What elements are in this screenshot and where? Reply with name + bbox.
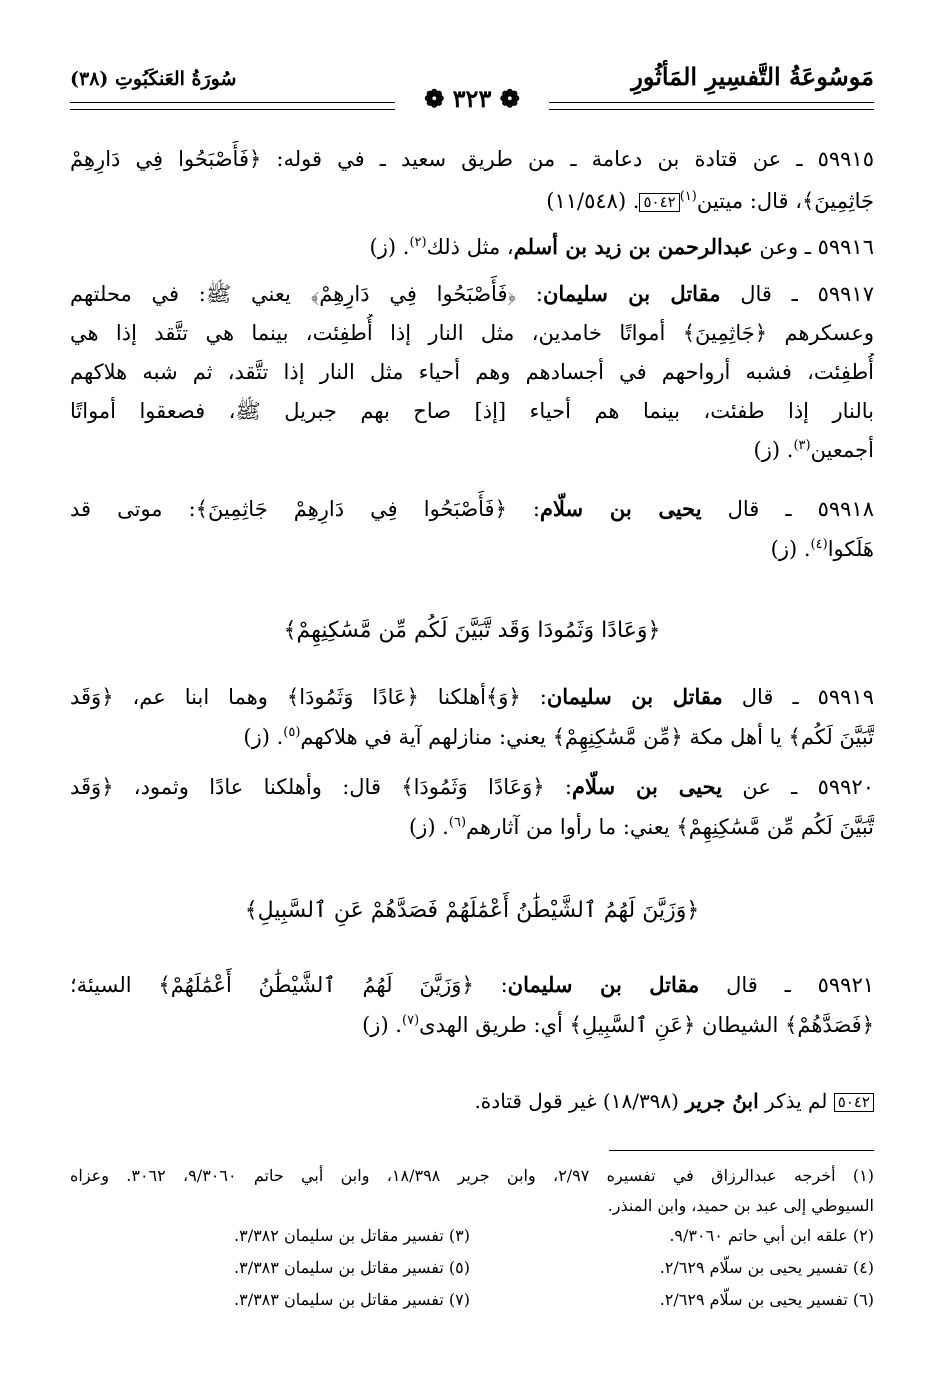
text-run: . (ز) — [770, 537, 811, 561]
text-line — [70, 182, 874, 220]
text-line: ٥٩٩١٥ ـ عن قتادة بن دعامة ـ من طريق سعيد ـ في قوله: ﴿فَأَصْبَحُوا فِي دَارِهِمْ — [70, 147, 874, 171]
text-line — [70, 431, 874, 469]
text-run: ٥٩٩٢١ ـ قال — [699, 973, 874, 997]
narrator-name: مقاتل بن سليمان — [546, 684, 723, 709]
footnote-1: (١) أخرجه عبدالرزاق في تفسيره ٢/٩٧، وابن جرير ١٨/٣٩٨، وابن أبي حاتم ٩/٣٠٦٠، ٣٠٦٢. وعزاه — [70, 1166, 874, 1185]
note-box: ٥٠٤٢ — [834, 1093, 874, 1112]
text-line — [70, 490, 874, 528]
text-line: أُطفِئت، فشبه أرواحهم في أجسادهم وهم أحياء مثل النار إذا تتَّقد، ثم شبه هلاكهم — [70, 360, 874, 384]
text-run: . (ز) — [362, 1013, 402, 1037]
note-ref-box[interactable]: ٥٠٤٢ — [639, 193, 679, 212]
footnote-4: (٤) تفسير يحيى بن سلّام ٢/٦٢٩. — [659, 1258, 874, 1277]
text-line — [70, 808, 874, 846]
text-run: : ﴿فَأَصْبَحُوا فِي دَارِهِمْ جَاثِمِينَ﴾: موتى قد — [70, 497, 541, 521]
footnote-ref[interactable]: (٦) — [448, 815, 467, 830]
footnote-ref[interactable]: (٣) — [793, 438, 811, 453]
text-run: . (ز) — [243, 725, 284, 749]
footnote-ref[interactable]: (٤) — [810, 537, 828, 552]
text-line — [70, 530, 874, 568]
footnote-ref[interactable]: (١) — [679, 189, 697, 204]
book-title: مَوسُوعَةُ التَّفسِيرِ المَأثُورِ — [631, 62, 874, 91]
text-run: ٥٩٩١٨ ـ قال — [701, 497, 874, 521]
footnote-ref[interactable]: (٧) — [402, 1013, 420, 1028]
footnote-5: (٥) تفسير مقاتل بن سليمان ٣/٣٨٣. — [234, 1258, 470, 1277]
text-run: ﴿فَصَدَّهُمْ﴾ الشيطان ﴿عَنِ ٱلسَّبِيلِ﴾ أي: طريق الهدى — [419, 1013, 874, 1037]
text-run: . (ز) — [753, 438, 794, 462]
text-run: : ﴿وَعَادًا وَثَمُودَا﴾ قال: وأهلكنا عادًا وثمود، ﴿وَقَد — [70, 775, 572, 799]
text-line — [70, 768, 874, 806]
text-line — [70, 678, 874, 716]
text-run: ، مثل ذلك — [426, 235, 514, 259]
text-run: لم يذكر — [758, 1089, 834, 1113]
footnote-ref[interactable]: (٢) — [409, 235, 427, 250]
text-line — [70, 228, 874, 266]
text-run: تَّبَيَّنَ لَكُم مِّن مَّسَٰكِنِهِمْ﴾ يعني: ما رأوا من آثارهم — [466, 815, 874, 839]
editorial-note — [70, 1082, 874, 1120]
text-run: . (ز) — [408, 815, 449, 839]
header-rule-left — [70, 102, 395, 110]
footnote-1-cont: السيوطي إلى عبد بن حميد، وابن المنذر. — [607, 1196, 874, 1215]
header-rule-right — [549, 102, 874, 110]
footnote-7: (٧) تفسير مقاتل بن سليمان ٣/٣٨٣. — [234, 1290, 470, 1309]
narrator-name: عبدالرحمن بن زيد بن أسلم — [513, 234, 753, 259]
text-run: (١٨/٣٩٨) غير قول قتادة. — [474, 1089, 686, 1113]
text-line — [70, 718, 874, 756]
text-run: : ﴿فَأَصْبَحُوا فِي دَارِهِمْ﴾ يعني ﷺ: في محلتهم — [70, 282, 543, 306]
text-run: ٥٩٩١٩ ـ قال — [722, 685, 874, 709]
narrator-name: مقاتل بن سليمان — [542, 281, 721, 306]
footnote-ref[interactable]: (٥) — [283, 725, 301, 740]
surah-name: سُورَةُ العَنكَبُوتِ (٣٨) — [70, 68, 237, 90]
text-run: : ﴿وَ﴾أهلكنا ﴿عَادًا وَثَمُودَا﴾ وهما ابنا عم، ﴿وَقَد — [70, 685, 547, 709]
narrator-name: مقاتل بن سليمان — [507, 972, 700, 997]
text-run: . (ز) — [369, 235, 410, 259]
running-header — [70, 62, 874, 112]
text-run: ٥٩٩١٦ ـ وعن — [752, 235, 874, 259]
footnote-3: (٣) تفسير مقاتل بن سليمان ٣/٣٨٢. — [234, 1226, 470, 1245]
verse-heading: ﴿وَعَادًا وَثَمُودَا وَقَد تَّبَيَّنَ لَكُم مِّن مَّسَٰكِنِهِمْ﴾ — [283, 618, 661, 643]
text-line: وعسكرهم ﴿جَاثِمِينَ﴾ أمواتًا خامدين، مثل النار إذا أُطفِئت، بينما هي تتَّقد إذا هي — [70, 321, 874, 345]
verse-heading: ﴿وَزَيَّنَ لَهُمُ ٱلشَّيْطَٰنُ أَعْمَٰلَهُمْ فَصَدَّهُمْ عَنِ ٱلسَّبِيلِ﴾ — [244, 898, 700, 923]
footnote-separator — [609, 1150, 874, 1151]
text-run: جَاثِمِينَ﴾، قال: ميتين — [696, 189, 874, 213]
text-run: ٥٩٩٢٠ ـ عن — [722, 775, 874, 799]
text-line: بالنار إذا طفئت، بينما هم أحياء [إذ] صاح بهم جبريل ﷺ، فصعقوا أمواتًا — [70, 399, 874, 423]
narrator-name: يحيى بن سلّام — [571, 774, 723, 799]
text-run: . (١١/٥٤٨) — [546, 189, 640, 213]
text-run: هَلَكوا — [827, 537, 874, 561]
text-run: أجمعين — [810, 438, 874, 462]
footnote-2: (٢) علقه ابن أبي حاتم ٩/٣٠٦٠. — [669, 1226, 874, 1245]
narrator-name: يحيى بن سلّام — [540, 496, 702, 521]
page-number: ❁ ٣٢٣ ❁ — [424, 84, 520, 113]
text-line — [70, 1006, 874, 1044]
text-line — [70, 966, 874, 1004]
author-name: ابنُ جرير — [685, 1089, 759, 1113]
text-run: تَّبَيَّنَ لَكُم﴾ يا أهل مكة ﴿مِّن مَّسَٰكِنِهِمْ﴾ يعني: منازلهم آية في هلاكهم — [300, 725, 874, 749]
text-run: : ﴿وَزَيَّنَ لَهُمُ ٱلشَّيْطَٰنُ أَعْمَٰلَهُمْ﴾ السيئة؛ — [70, 973, 508, 997]
text-run: ٥٩٩١٧ ـ قال — [720, 282, 874, 306]
text-line — [70, 275, 874, 313]
footnote-6: (٦) تفسير يحيى بن سلّام ٢/٦٢٩. — [659, 1290, 874, 1309]
